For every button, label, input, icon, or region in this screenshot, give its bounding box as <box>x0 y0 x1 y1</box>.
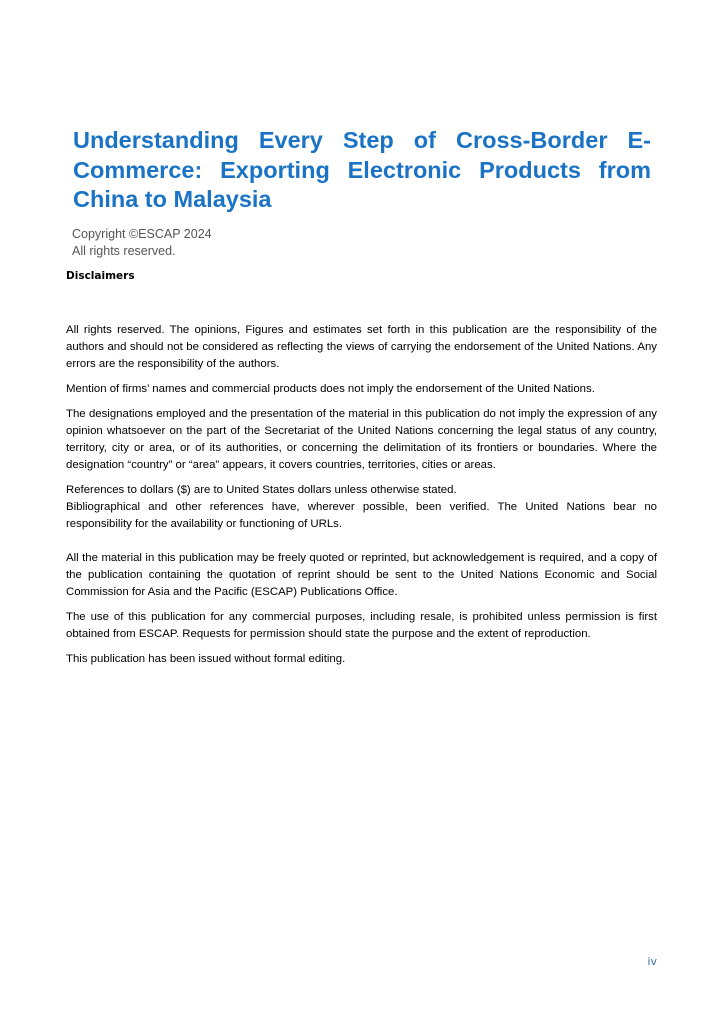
copyright-line: Copyright ©ESCAP 2024 <box>72 227 212 241</box>
paragraph-dollars: References to dollars ($) are to United States dollars unless otherwise stated. <box>66 484 457 496</box>
paragraph-rights: All rights reserved. The opinions, Figures and estimates set forth in this publication are the responsibility of the authors and should not be considered as reflecting the views of carrying the endorsement of the United Nations. Any errors are the responsibility of the authors. <box>66 324 657 370</box>
paragraph-reprint: All the material in this publication may be freely quoted or reprinted, but acknowledgement is required, and a copy of the publication containing the quotation of reprint should be sent to the United Nations Economic and Social Commission for Asia and the Pacific (ESCAP) Publications Office. <box>66 552 657 598</box>
document-title: Understanding Every Step of Cross-Border E-Commerce: Exporting Electronic Products from China to Malaysia <box>73 127 651 212</box>
paragraph-designations: The designations employed and the presentation of the material in this publication do not imply the expression of any opinion whatsoever on the part of the Secretariat of the United Nations concerning the legal status of any country, territory, city or area, or of its authorities, or concerning the delimitation of its frontiers or boundaries. Where the designation “country” or “area” appears, it covers countries, territories, cities or areas. <box>66 408 657 471</box>
paragraph-references: Bibliographical and other references have, wherever possible, been verified. The United Nations bear no responsibility for the availability or functioning of URLs. <box>66 501 657 530</box>
rights-reserved-line: All rights reserved. <box>72 244 176 258</box>
paragraph-firms: Mention of firms’ names and commercial products does not imply the endorsement of the United Nations. <box>66 383 595 395</box>
paragraph-commercial-use: The use of this publication for any commercial purposes, including resale, is prohibited unless permission is first obtained from ESCAP. Requests for permission should state the purpose and the extent of reproduction. <box>66 611 657 640</box>
disclaimers-body <box>66 322 657 676</box>
paragraph-editing: This publication has been issued without formal editing. <box>66 653 346 665</box>
disclaimers-heading: Disclaimers <box>66 270 135 282</box>
copyright-notice <box>72 226 212 260</box>
page-number: iv <box>647 955 657 968</box>
